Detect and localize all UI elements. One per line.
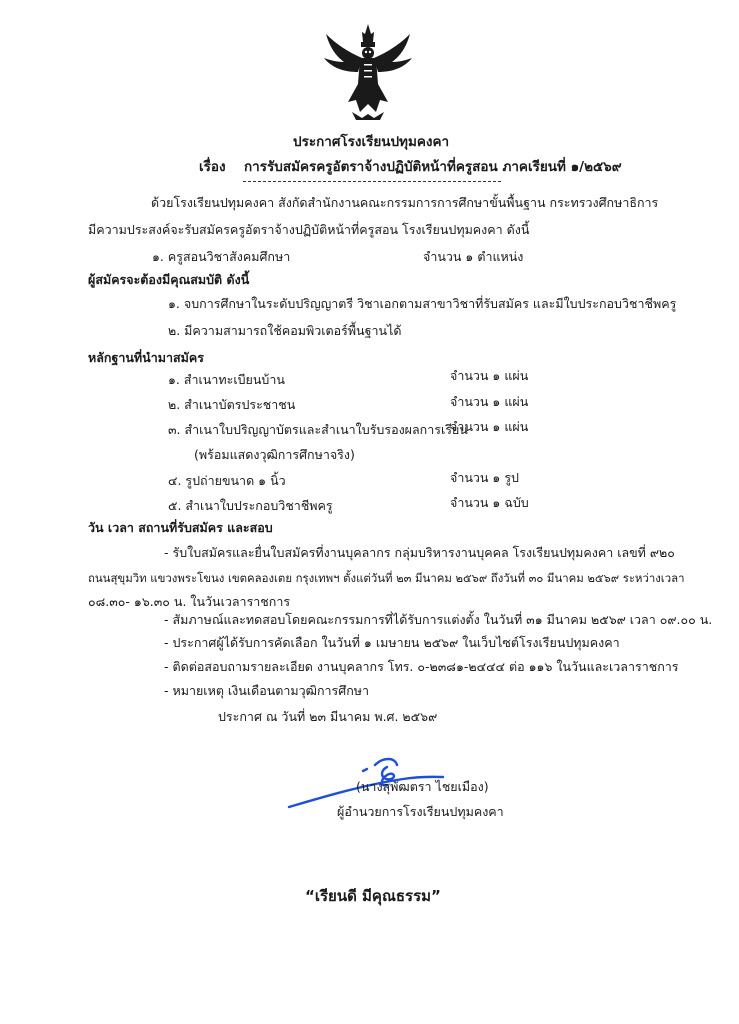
schedule-apply-line-3: ๐๘.๓๐- ๑๖.๓๐ น. ในวันเวลาราชการ (88, 594, 291, 609)
qualifications-heading: ผู้สมัครจะต้องมีคุณสมบัติ ดังนี้ (88, 272, 250, 287)
garuda-emblem-icon (318, 22, 418, 122)
schedule-heading: วัน เวลา สถานที่รับสมัคร และสอบ (88, 520, 273, 535)
page-title: ประกาศโรงเรียนปทุมคงคา (293, 134, 450, 150)
qualification-item-2: ๒. มีความสามารถใช้คอมพิวเตอร์พื้นฐานได้ (168, 323, 402, 338)
schedule-apply-line-2: ถนนสุขุมวิท แขวงพระโขนง เขตคลองเตย กรุงเทพฯ ตั้งแต่วันที่ ๒๓ มีนาคม ๒๕๖๙ ถึงวันที่ ๓๐ มีนาคม ๒๕๖๙ ระหว่างเวลา (88, 571, 685, 585)
signer-name: (นางสุพัฒตรา ไชยเมือง) (356, 779, 489, 794)
position-label: ๑. ครูสอนวิชาสังคมศึกษา (152, 249, 291, 264)
document-item-2: ๒. สำเนาบัตรประชาชน (168, 397, 296, 412)
qualification-item-1: ๑. จบการศึกษาในระดับปริญญาตรี วิชาเอกตามสาขาวิชาที่รับสมัคร และมีใบประกอบวิชาชีพครู (168, 296, 677, 311)
document-item-5: ๕. สำเนาใบประกอบวิชาชีพครู (168, 498, 333, 513)
documents-heading: หลักฐานที่นำมาสมัคร (88, 350, 204, 365)
document-item-4: ๔. รูปถ่ายขนาด ๑ นิ้ว (168, 473, 286, 488)
schedule-interview: - สัมภาษณ์และทดสอบโดยคณะกรรมการที่ได้รับการแต่งตั้ง ในวันที่ ๓๑ มีนาคม ๒๕๖๙ เวลา ๐๙.๐๐ น. (164, 612, 713, 627)
subject-label: เรื่อง (199, 159, 226, 175)
intro-line-1: ด้วยโรงเรียนปทุมคงคา สังกัดสำนักงานคณะกรรมการการศึกษาขั้นพื้นฐาน กระทรวงศึกษาธิการ (151, 195, 659, 210)
document-item-3-count: จำนวน ๑ แผ่น (450, 419, 529, 434)
position-count: จำนวน ๑ ตำแหน่ง (423, 249, 524, 264)
title-divider (243, 181, 501, 182)
document-item-3: ๓. สำเนาใบปริญญาบัตรและสำเนาใบรับรองผลการเรียน (168, 422, 468, 437)
document-item-5-count: จำนวน ๑ ฉบับ (450, 495, 529, 510)
document-item-1-count: จำนวน ๑ แผ่น (450, 368, 529, 383)
document-item-3-note: (พร้อมแสดงวุฒิการศึกษาจริง) (194, 447, 355, 462)
schedule-announce: - ประกาศผู้ได้รับการคัดเลือก ในวันที่ ๑ เมษายน ๒๕๖๙ ในเว็บไซต์โรงเรียนปทุมคงคา (164, 635, 620, 650)
schedule-note: - หมายเหตุ เงินเดือนตามวุฒิการศึกษา (164, 683, 370, 698)
intro-line-2: มีความประสงค์จะรับสมัครครูอัตราจ้างปฏิบัติหน้าที่ครูสอน โรงเรียนปทุมคงคา ดังนี้ (88, 222, 530, 237)
document-item-4-count: จำนวน ๑ รูป (450, 470, 519, 485)
announcement-date: ประกาศ ณ วันที่ ๒๓ มีนาคม พ.ศ. ๒๕๖๙ (218, 709, 438, 724)
document-item-2-count: จำนวน ๑ แผ่น (450, 394, 529, 409)
signer-title: ผู้อำนวยการโรงเรียนปทุมคงคา (337, 804, 504, 819)
document-item-1: ๑. สำเนาทะเบียนบ้าน (168, 372, 285, 387)
school-motto: “เรียนดี มีคุณธรรม” (305, 887, 441, 905)
schedule-apply-line-1: - รับใบสมัครและยื่นใบสมัครที่งานบุคลากร กลุ่มบริหารงานบุคคล โรงเรียนปทุมคงคา เลขที่ ๙๒๐ (164, 545, 675, 560)
schedule-contact: - ติดต่อสอบถามรายละเอียด งานบุคลากร โทร. ๐-๒๓๘๑-๒๔๔๔ ต่อ ๑๑๖ ในวันและเวลาราชการ (164, 659, 679, 674)
subject-text: การรับสมัครครูอัตราจ้างปฏิบัติหน้าที่ครูสอน ภาคเรียนที่ ๑/๒๕๖๙ (244, 159, 622, 175)
